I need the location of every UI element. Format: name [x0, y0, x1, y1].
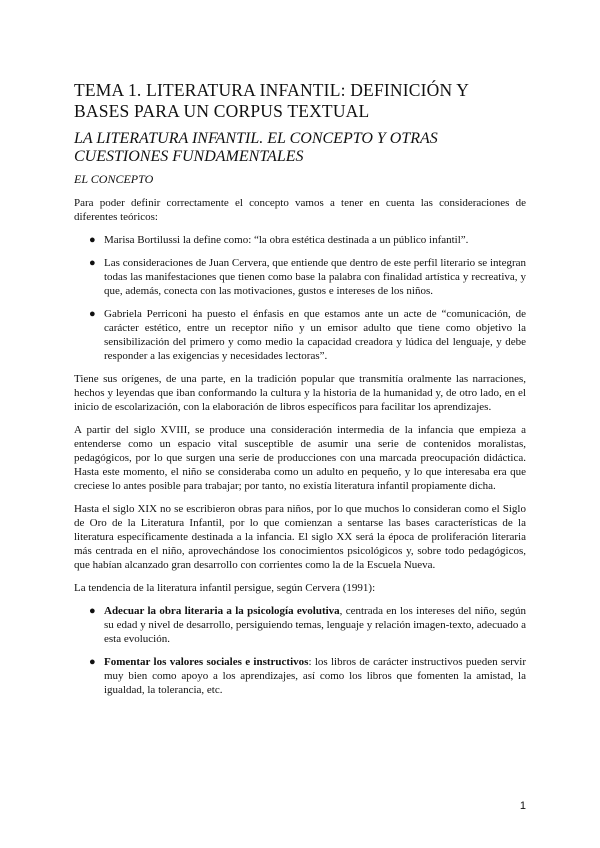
- list-item: [74, 655, 526, 697]
- paragraph-xviii: A partir del siglo XVIII, se produce una consideración intermedia de la infancia que empieza a entenderse como un espacio vital susceptible de asumir una serie de contenidos moralistas, pedagógicos, por lo que surgen una serie de producciones con una marcada preocupación didáctica. Hasta este momento, el niño se consideraba como un adulto en pequeño, y lo que interesaba era que creciese lo antes posible para trabajar; por tanto, no existía literatura infantil propiamente dicha.: [74, 424, 526, 492]
- bullet-icon: ●: [89, 308, 96, 320]
- paragraph-origins: Tiene sus orígenes, de una parte, en la tradición popular que transmitía oralmente las narraciones, hechos y leyendas que iban conformando la cultura y la historia de la humanidad y, de otro lado, en el inicio de escolarización, con la elaboración de libros específicos para facilitar los aprendizajes.: [74, 373, 526, 413]
- tendency-list: [74, 604, 526, 697]
- list-item: [74, 307, 526, 363]
- list-item-text: Gabriela Perriconi ha puesto el énfasis en que estamos ante un acte de “comunicación, de carácter estético, entre un receptor niño y un emisor adulto que tiene como objetivo la sensibilización del primero y como medio la capacidad creadora y lúdica del lenguaje, y debe responder a las exigencias y necesidades lectoras”.: [104, 308, 526, 362]
- section-heading: EL CONCEPTO: [74, 172, 154, 186]
- bullet-icon: ●: [89, 605, 96, 617]
- list-item: [74, 604, 526, 646]
- bullet-icon: ●: [89, 257, 96, 269]
- list-item-bold: Fomentar los valores sociales e instructivos: [104, 656, 309, 668]
- paragraph-xix: Hasta el siglo XIX no se escribieron obras para niños, por lo que muchos lo consideran como el Siglo de Oro de la Literatura Infantil, por lo que comienzan a sentarse las bases características de la literatura específicamente destinada a la infancia. El siglo XX será la época de proliferación literaria más centrada en el niño, aprovechándose los conocimientos psicológicos y, sobre todo pedagógicos, que habían alcanzado gran desarrollo con corrientes como la de la Escuela Nueva.: [74, 503, 526, 571]
- bullet-icon: ●: [89, 234, 96, 246]
- intro-paragraph: Para poder definir correctamente el concepto vamos a tener en cuenta las consideraciones de diferentes teóricos:: [74, 197, 526, 223]
- definitions-list: [74, 233, 526, 363]
- page-title: TEMA 1. LITERATURA INFANTIL: DEFINICIÓN Y BASES PARA UN CORPUS TEXTUAL: [74, 80, 469, 121]
- bullet-icon: ●: [89, 656, 96, 668]
- list-item: [74, 256, 526, 298]
- document-page: [74, 80, 526, 706]
- list-item-text: , centrada en los intereses del niño, según su edad y nivel de desarrollo, persiguiendo temas, lenguaje y relación imagen-texto, adecuado a esta evolución.: [104, 605, 527, 645]
- paragraph-tendency: La tendencia de la literatura infantil persigue, según Cervera (1991):: [74, 582, 376, 594]
- page-number: 1: [519, 800, 526, 812]
- subtitle: LA LITERATURA INFANTIL. EL CONCEPTO Y OTRAS CUESTIONES FUNDAMENTALES: [74, 130, 438, 165]
- list-item-text: Marisa Bortilussi la define como: “la obra estética destinada a un público infantil”.: [104, 234, 469, 246]
- list-item-text: Las consideraciones de Juan Cervera, que entiende que dentro de este perfil literario se integran todas las manifestaciones que tienen como base la palabra con finalidad artística y recreativa, y que, además, conecta con las motivaciones, gustos e intereses de los niños.: [104, 257, 526, 297]
- list-item-text: : los libros de carácter instructivos pueden servir muy bien como apoyo a los aprendizajes, así como los libros que fomenten la amistad, la igualdad, la tolerancia, etc.: [104, 656, 526, 696]
- list-item-bold: Adecuar la obra literaria a la psicología evolutiva: [104, 605, 340, 617]
- list-item: [74, 233, 526, 247]
